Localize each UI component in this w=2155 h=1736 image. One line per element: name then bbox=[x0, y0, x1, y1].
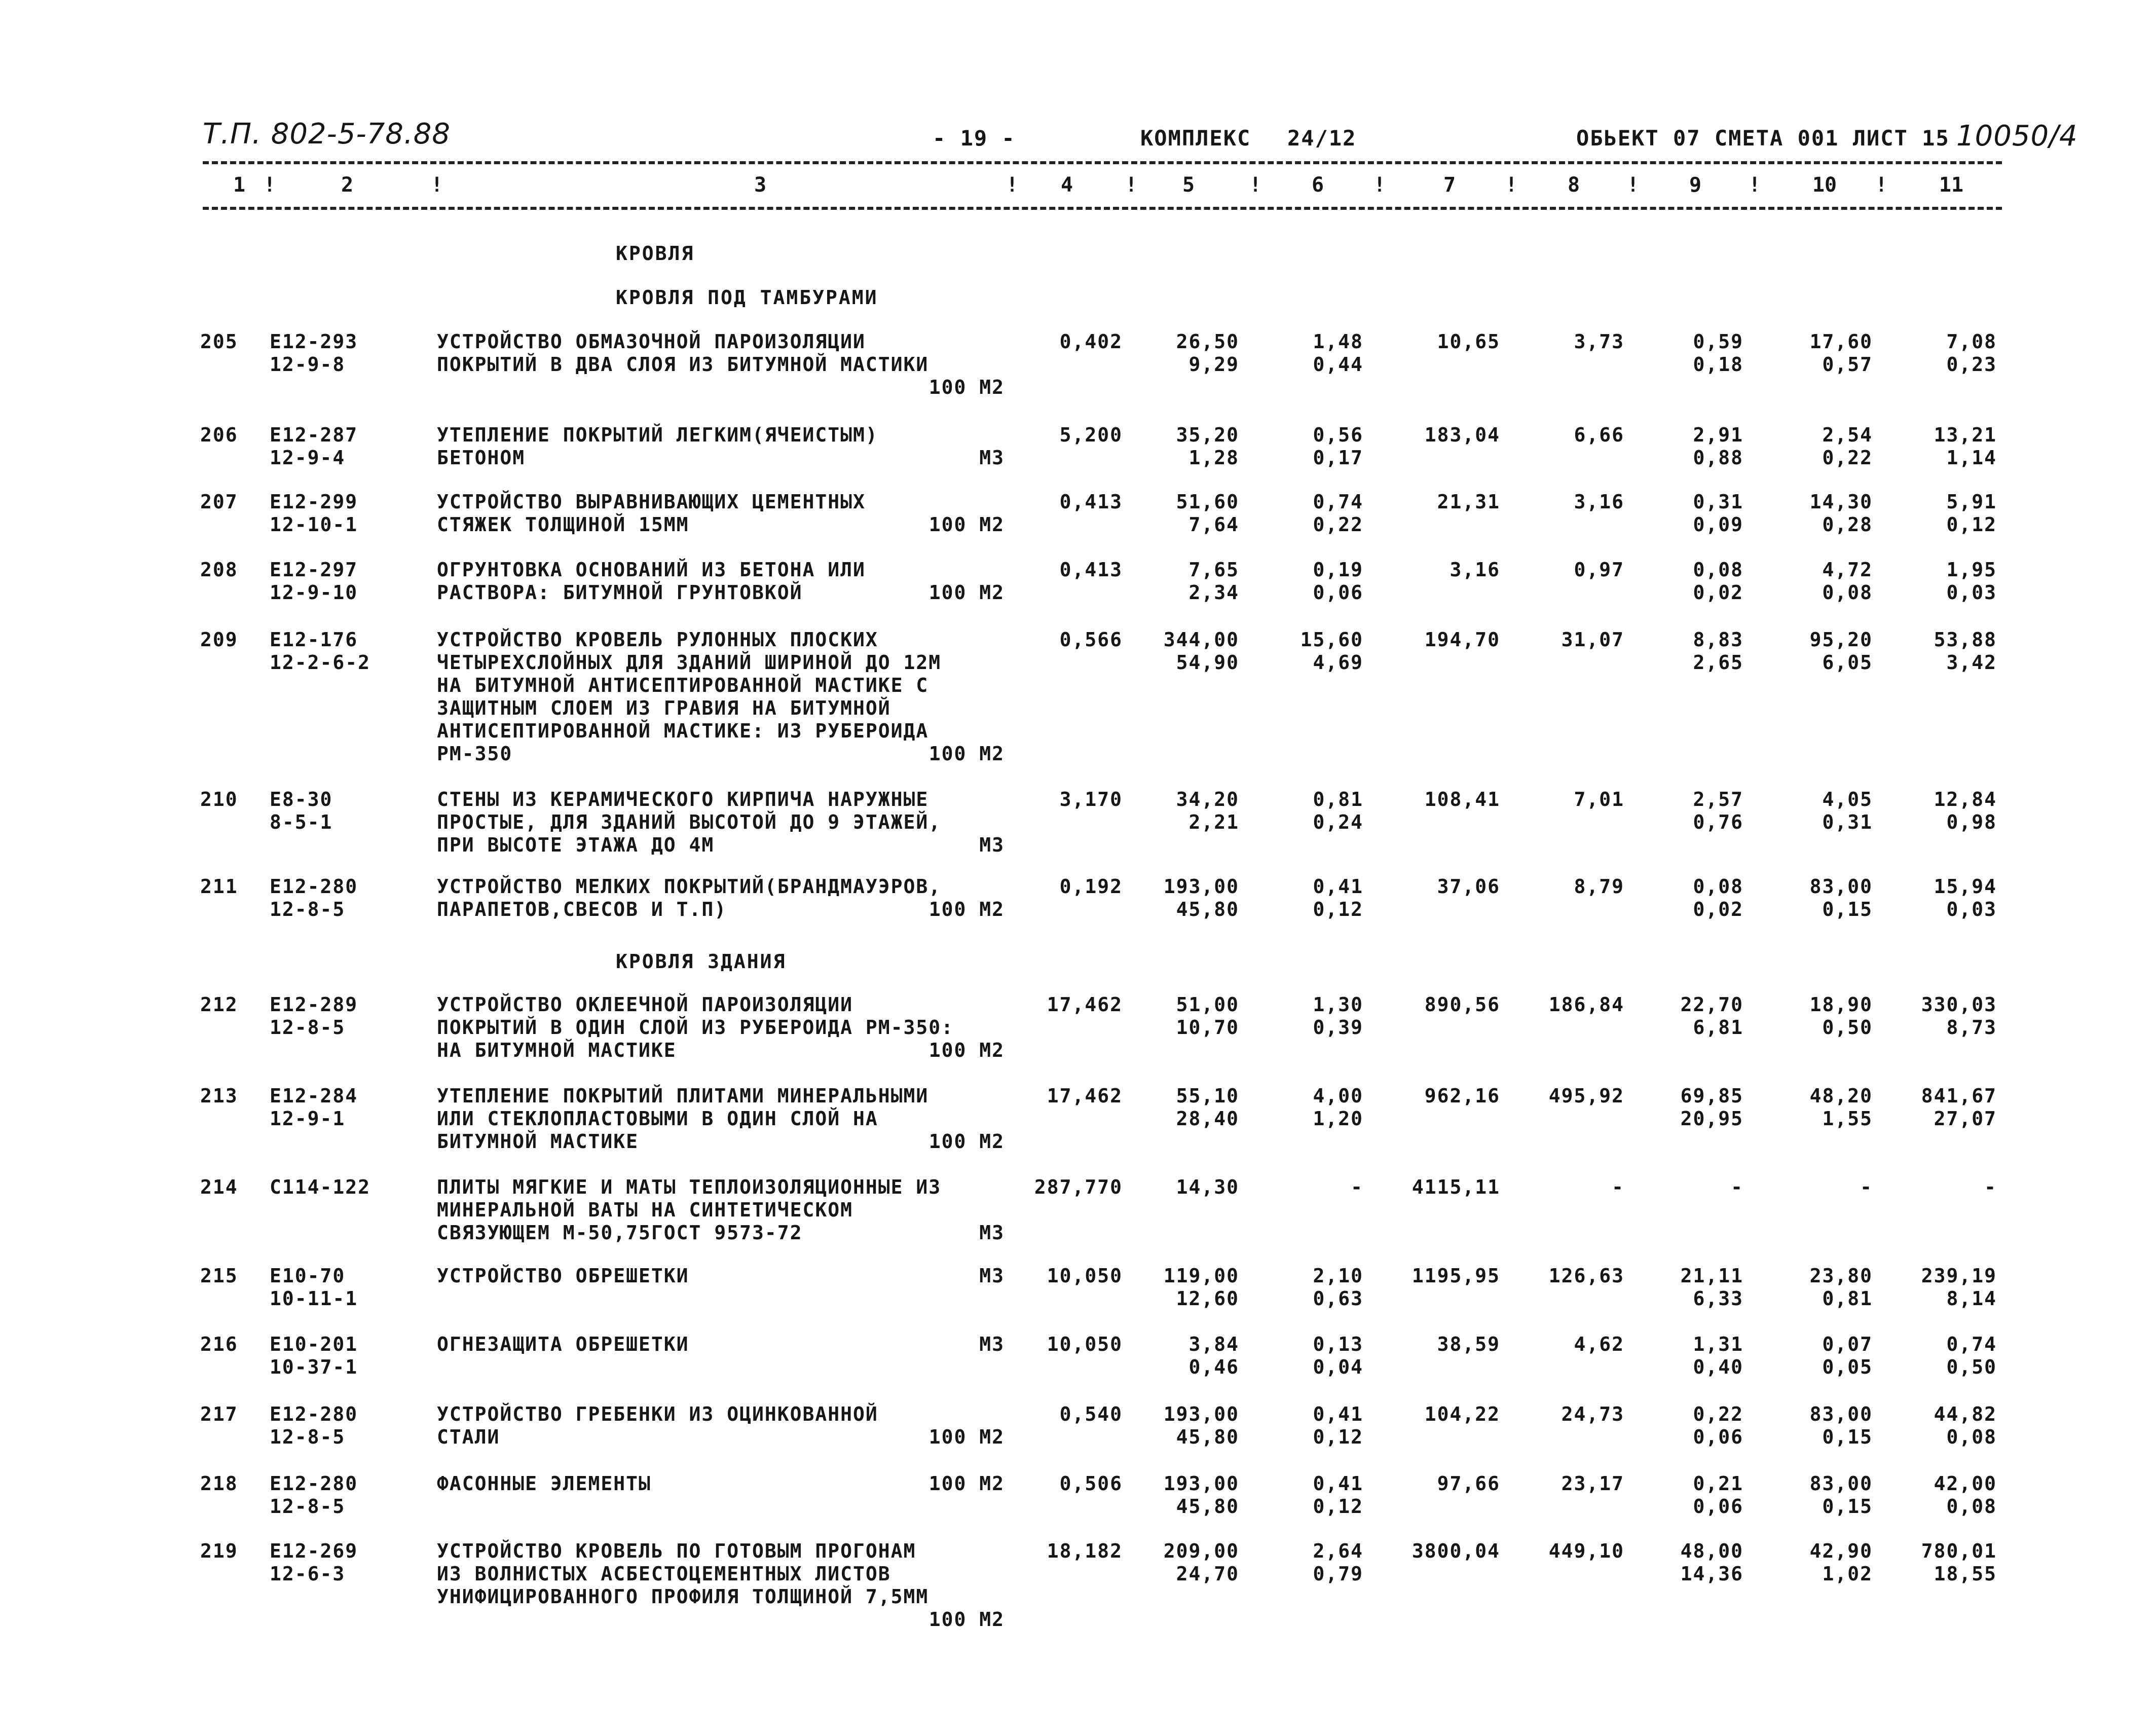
unit-label: М3 bbox=[979, 1265, 1005, 1287]
cell-col9: 0,21 0,06 bbox=[1693, 1472, 1743, 1518]
cell-col5: 35,20 1,28 bbox=[1176, 424, 1239, 469]
description-text: УСТРОЙСТВО ВЫРАВНИВАЮЩИХ ЦЕМЕНТНЫХ СТЯЖЕК ТОЛЩИНОЙ 15ММ bbox=[437, 491, 866, 536]
cell-col7: 3,16 bbox=[1450, 559, 1500, 581]
cell-col9: 0,31 0,09 bbox=[1693, 491, 1743, 536]
cell-col10: 95,20 6,05 bbox=[1809, 629, 1873, 674]
cell-col10: 0,07 0,05 bbox=[1822, 1333, 1873, 1378]
cell-col7: 183,04 bbox=[1424, 424, 1500, 446]
cell-col6: 0,13 0,04 bbox=[1313, 1333, 1363, 1378]
row-number: 219 bbox=[200, 1540, 238, 1562]
cell-col8: 3,73 bbox=[1574, 330, 1624, 353]
cell-col7: 104,22 bbox=[1424, 1403, 1500, 1425]
cell-col6: 0,41 0,12 bbox=[1313, 1472, 1363, 1518]
cell-col9: 21,11 6,33 bbox=[1680, 1265, 1743, 1310]
col-separator: ! bbox=[1249, 173, 1262, 197]
col-separator: ! bbox=[1749, 173, 1761, 197]
cell-col7: 4115,11 bbox=[1411, 1176, 1500, 1198]
cell-col4: 10,050 bbox=[1047, 1265, 1123, 1287]
cell-col11: 7,08 0,23 bbox=[1946, 330, 1997, 376]
unit-label: 100 М2 bbox=[928, 1130, 1005, 1153]
cell-col11: 1,95 0,03 bbox=[1946, 559, 1997, 604]
description-text: УСТРОЙСТВО КРОВЕЛЬ ПО ГОТОВЫМ ПРОГОНАМ ИЗ ВОЛНИСТЫХ АСБЕСТОЦЕМЕНТНЫХ ЛИСТОВ УНИФИЦИРОВАННОГО ПРОФИЛЯ ТОЛЩИНОЙ 7,5ММ bbox=[437, 1540, 929, 1608]
cell-col11: 53,88 3,42 bbox=[1934, 629, 1997, 674]
page-number: - 19 - bbox=[933, 126, 1016, 151]
work-description bbox=[437, 1472, 1005, 1495]
col-header-2: 2 bbox=[341, 173, 354, 197]
unit-label: 100 М2 bbox=[928, 513, 1005, 536]
cell-col10: 17,60 0,57 bbox=[1809, 330, 1873, 376]
cell-col5: 14,30 bbox=[1176, 1176, 1239, 1198]
cell-col7: 3800,04 bbox=[1411, 1540, 1500, 1562]
cell-col5: 193,00 45,80 bbox=[1163, 875, 1239, 920]
cell-col7: 194,70 bbox=[1424, 629, 1500, 651]
norm-code: Е10-201 10-37-1 bbox=[270, 1333, 358, 1378]
cell-col6: 15,60 4,69 bbox=[1300, 629, 1363, 674]
cell-col4: 0,566 bbox=[1059, 629, 1123, 651]
work-description bbox=[437, 993, 1005, 1062]
cell-col10: 48,20 1,55 bbox=[1809, 1085, 1873, 1130]
norm-code: Е12-269 12-6-3 bbox=[270, 1540, 358, 1585]
description-text: УСТРОЙСТВО МЕЛКИХ ПОКРЫТИЙ(БРАНДМАУЭРОВ, ПАРАПЕТОВ,СВЕСОВ И Т.П) bbox=[437, 875, 942, 920]
col-header-3: 3 bbox=[754, 173, 767, 197]
description-text: УСТРОЙСТВО ГРЕБЕНКИ ИЗ ОЦИНКОВАННОЙ СТАЛИ bbox=[437, 1403, 878, 1448]
cell-col8: 0,97 bbox=[1574, 559, 1624, 581]
cell-col10: - bbox=[1860, 1176, 1873, 1198]
sheet-stamp: 10050/4 bbox=[1956, 120, 2078, 153]
cell-col9: 2,91 0,88 bbox=[1693, 424, 1743, 469]
cell-col11: 5,91 0,12 bbox=[1946, 491, 1997, 536]
cell-col11: 239,19 8,14 bbox=[1921, 1265, 1997, 1310]
cell-col6: 0,41 0,12 bbox=[1313, 875, 1363, 920]
cell-col7: 962,16 bbox=[1424, 1085, 1500, 1107]
cell-col4: 0,413 bbox=[1059, 491, 1123, 513]
work-description bbox=[437, 1176, 1005, 1244]
section-title-roof-vestibule: КРОВЛЯ ПОД ТАМБУРАМИ bbox=[616, 286, 878, 309]
norm-code: Е12-280 12-8-5 bbox=[270, 1403, 358, 1448]
row-number: 211 bbox=[200, 875, 238, 898]
row-number: 217 bbox=[200, 1403, 238, 1425]
cell-col9: 0,59 0,18 bbox=[1693, 330, 1743, 376]
cell-col4: 5,200 bbox=[1059, 424, 1123, 446]
work-description bbox=[437, 1403, 1005, 1449]
col-header-8: 8 bbox=[1567, 173, 1580, 197]
project-code: Т.П. 802-5-78.88 bbox=[203, 118, 451, 151]
complex-value: 24/12 bbox=[1287, 126, 1357, 151]
cell-col8: 24,73 bbox=[1561, 1403, 1624, 1425]
row-number: 210 bbox=[200, 788, 238, 810]
section-title-roof: КРОВЛЯ bbox=[616, 242, 695, 265]
unit-label: 100 М2 bbox=[928, 376, 1005, 398]
cell-col8: 126,63 bbox=[1548, 1265, 1624, 1287]
col-header-7: 7 bbox=[1443, 173, 1456, 197]
section-title-roof-building: КРОВЛЯ ЗДАНИЯ bbox=[616, 950, 787, 973]
row-number: 215 bbox=[200, 1265, 238, 1287]
cell-col4: 287,770 bbox=[1034, 1176, 1123, 1198]
cell-col9: 22,70 6,81 bbox=[1680, 993, 1743, 1039]
col-separator: ! bbox=[264, 173, 276, 197]
col-header-9: 9 bbox=[1689, 173, 1702, 197]
unit-label: М3 bbox=[979, 447, 1005, 469]
cell-col5: 209,00 24,70 bbox=[1163, 1540, 1239, 1585]
cell-col7: 108,41 bbox=[1424, 788, 1500, 810]
col-separator: ! bbox=[1627, 173, 1640, 197]
cell-col11: 841,67 27,07 bbox=[1921, 1085, 1997, 1130]
cell-col9: - bbox=[1731, 1176, 1743, 1198]
work-description bbox=[437, 875, 1005, 921]
work-description bbox=[437, 424, 1005, 469]
cell-col10: 83,00 0,15 bbox=[1809, 875, 1873, 920]
cell-col6: 0,74 0,22 bbox=[1313, 491, 1363, 536]
description-text: СТЕНЫ ИЗ КЕРАМИЧЕСКОГО КИРПИЧА НАРУЖНЫЕ ПРОСТЫЕ, ДЛЯ ЗДАНИЙ ВЫСОТОЙ ДО 9 ЭТАЖЕЙ, ПРИ ВЫСОТЕ ЭТАЖА ДО 4М bbox=[437, 788, 942, 856]
cell-col6: 2,10 0,63 bbox=[1313, 1265, 1363, 1310]
unit-label: 100 М2 bbox=[928, 1426, 1005, 1448]
unit-label: 100 М2 bbox=[928, 1472, 1005, 1495]
col-header-4: 4 bbox=[1060, 173, 1073, 197]
work-description bbox=[437, 1085, 1005, 1153]
cell-col8: 4,62 bbox=[1574, 1333, 1624, 1355]
cell-col5: 51,00 10,70 bbox=[1176, 993, 1239, 1039]
col-header-5: 5 bbox=[1182, 173, 1195, 197]
cell-col8: 186,84 bbox=[1548, 993, 1624, 1016]
unit-label: М3 bbox=[979, 1333, 1005, 1355]
unit-label: 100 М2 bbox=[928, 898, 1005, 920]
description-text: УСТРОЙСТВО ОКЛЕЕЧНОЙ ПАРОИЗОЛЯЦИИ ПОКРЫТИЙ В ОДИН СЛОЙ ИЗ РУБЕРОИДА РМ-350: НА БИТУМНОЙ МАСТИКЕ bbox=[437, 993, 954, 1061]
description-text: УТЕПЛЕНИЕ ПОКРЫТИЙ ПЛИТАМИ МИНЕРАЛЬНЫМИ ИЛИ СТЕКЛОПЛАСТОВЫМИ В ОДИН СЛОЙ НА БИТУМНОЙ МАСТИКЕ bbox=[437, 1085, 929, 1153]
cell-col8: 495,92 bbox=[1548, 1085, 1624, 1107]
cell-col8: 23,17 bbox=[1561, 1472, 1624, 1495]
cell-col6: 1,48 0,44 bbox=[1313, 330, 1363, 376]
norm-code: Е12-176 12-2-6-2 bbox=[270, 629, 371, 674]
cell-col10: 14,30 0,28 bbox=[1809, 491, 1873, 536]
cell-col8: 7,01 bbox=[1574, 788, 1624, 810]
unit-label: 100 М2 bbox=[928, 1039, 1005, 1061]
cell-col6: 0,56 0,17 bbox=[1313, 424, 1363, 469]
cell-col4: 0,402 bbox=[1059, 330, 1123, 353]
description-text: УТЕПЛЕНИЕ ПОКРЫТИЙ ЛЕГКИМ(ЯЧЕИСТЫМ) БЕТОНОМ bbox=[437, 424, 878, 469]
cell-col10: 18,90 0,50 bbox=[1809, 993, 1873, 1039]
cell-col10: 83,00 0,15 bbox=[1809, 1403, 1873, 1448]
cell-col7: 1195,95 bbox=[1411, 1265, 1500, 1287]
unit-label: 100 М2 bbox=[928, 743, 1005, 765]
cell-col5: 344,00 54,90 bbox=[1163, 629, 1239, 674]
cell-col11: 13,21 1,14 bbox=[1934, 424, 1997, 469]
work-description bbox=[437, 330, 1005, 399]
col-separator: ! bbox=[1505, 173, 1518, 197]
cell-col11: - bbox=[1984, 1176, 1997, 1198]
cell-col9: 0,22 0,06 bbox=[1693, 1403, 1743, 1448]
row-number: 208 bbox=[200, 559, 238, 581]
description-text: УСТРОЙСТВО ОБРЕШЕТКИ bbox=[437, 1265, 689, 1287]
cell-col9: 48,00 14,36 bbox=[1680, 1540, 1743, 1585]
col-header-1: 1 bbox=[233, 173, 246, 197]
description-text: ФАСОННЫЕ ЭЛЕМЕНТЫ bbox=[437, 1472, 651, 1495]
cell-col11: 12,84 0,98 bbox=[1934, 788, 1997, 833]
cell-col11: 330,03 8,73 bbox=[1921, 993, 1997, 1039]
cell-col9: 1,31 0,40 bbox=[1693, 1333, 1743, 1378]
object-sheet-info: ОБЬЕКТ 07 СМЕТА 001 ЛИСТ 15 bbox=[1576, 126, 1950, 151]
cell-col5: 26,50 9,29 bbox=[1176, 330, 1239, 376]
description-text: УСТРОЙСТВО ОБМАЗОЧНОЙ ПАРОИЗОЛЯЦИИ ПОКРЫТИЙ В ДВА СЛОЯ ИЗ БИТУМНОЙ МАСТИКИ bbox=[437, 330, 929, 376]
cell-col9: 0,08 0,02 bbox=[1693, 875, 1743, 920]
cell-col4: 18,182 bbox=[1047, 1540, 1123, 1562]
cell-col5: 193,00 45,80 bbox=[1163, 1403, 1239, 1448]
unit-label: М3 bbox=[979, 834, 1005, 856]
unit-label: М3 bbox=[979, 1222, 1005, 1244]
unit-label: 100 М2 bbox=[928, 581, 1005, 604]
norm-code: Е12-280 12-8-5 bbox=[270, 1472, 358, 1518]
description-text: ОГРУНТОВКА ОСНОВАНИЙ ИЗ БЕТОНА ИЛИ РАСТВОРА: БИТУМНОЙ ГРУНТОВКОЙ bbox=[437, 559, 866, 604]
cell-col10: 23,80 0,81 bbox=[1809, 1265, 1873, 1310]
cell-col8: 31,07 bbox=[1561, 629, 1624, 651]
cell-col6: - bbox=[1351, 1176, 1363, 1198]
cell-col4: 3,170 bbox=[1059, 788, 1123, 810]
row-number: 212 bbox=[200, 993, 238, 1016]
cell-col4: 0,540 bbox=[1059, 1403, 1123, 1425]
norm-code: Е12-284 12-9-1 bbox=[270, 1085, 358, 1130]
col-separator: ! bbox=[431, 173, 443, 197]
description-text: УСТРОЙСТВО КРОВЕЛЬ РУЛОННЫХ ПЛОСКИХ ЧЕТЫРЕХСЛОЙНЫХ ДЛЯ ЗДАНИЙ ШИРИНОЙ ДО 12М НА БИТУМНОЙ АНТИСЕПТИРОВАННОЙ МАСТИКЕ С ЗАЩИТНЫМ СЛОЕМ ИЗ ГРАВИЯ НА БИТУМНОЙ АНТИСЕПТИРОВАННОЙ МАСТИКЕ: ИЗ РУБЕРОИДА РМ-350 bbox=[437, 629, 942, 765]
cell-col9: 2,57 0,76 bbox=[1693, 788, 1743, 833]
cell-col5: 51,60 7,64 bbox=[1176, 491, 1239, 536]
cell-col5: 3,84 0,46 bbox=[1188, 1333, 1239, 1378]
cell-col5: 119,00 12,60 bbox=[1163, 1265, 1239, 1310]
cell-col4: 17,462 bbox=[1047, 993, 1123, 1016]
cell-col4: 10,050 bbox=[1047, 1333, 1123, 1355]
cell-col9: 8,83 2,65 bbox=[1693, 629, 1743, 674]
cell-col6: 2,64 0,79 bbox=[1313, 1540, 1363, 1585]
row-number: 218 bbox=[200, 1472, 238, 1495]
row-number: 207 bbox=[200, 491, 238, 513]
cell-col11: 44,82 0,08 bbox=[1934, 1403, 1997, 1448]
cell-col10: 2,54 0,22 bbox=[1822, 424, 1873, 469]
description-text: ПЛИТЫ МЯГКИЕ И МАТЫ ТЕПЛОИЗОЛЯЦИОННЫЕ ИЗ МИНЕРАЛЬНОЙ ВАТЫ НА СИНТЕТИЧЕСКОМ СВЯЗУЮЩЕМ М-50,75ГОСТ 9573-72 bbox=[437, 1176, 942, 1244]
work-description bbox=[437, 1265, 1005, 1287]
row-number: 213 bbox=[200, 1085, 238, 1107]
norm-code: Е12-289 12-8-5 bbox=[270, 993, 358, 1039]
cell-col7: 21,31 bbox=[1437, 491, 1500, 513]
cell-col11: 0,74 0,50 bbox=[1946, 1333, 1997, 1378]
cell-col8: - bbox=[1612, 1176, 1624, 1198]
cell-col6: 0,19 0,06 bbox=[1313, 559, 1363, 604]
cell-col9: 69,85 20,95 bbox=[1680, 1085, 1743, 1130]
col-separator: ! bbox=[1875, 173, 1888, 197]
row-number: 214 bbox=[200, 1176, 238, 1198]
cell-col11: 15,94 0,03 bbox=[1934, 875, 1997, 920]
cell-col5: 55,10 28,40 bbox=[1176, 1085, 1239, 1130]
cell-col6: 4,00 1,20 bbox=[1313, 1085, 1363, 1130]
cell-col8: 6,66 bbox=[1574, 424, 1624, 446]
work-description bbox=[437, 1540, 1005, 1631]
norm-code: Е12-299 12-10-1 bbox=[270, 491, 358, 536]
complex-label: КОМПЛЕКС bbox=[1140, 126, 1251, 151]
norm-code: Е12-293 12-9-8 bbox=[270, 330, 358, 376]
cell-col6: 0,81 0,24 bbox=[1313, 788, 1363, 833]
norm-code: Е12-287 12-9-4 bbox=[270, 424, 358, 469]
cell-col9: 0,08 0,02 bbox=[1693, 559, 1743, 604]
cell-col5: 34,20 2,21 bbox=[1176, 788, 1239, 833]
row-number: 205 bbox=[200, 330, 238, 353]
cell-col8: 449,10 bbox=[1548, 1540, 1624, 1562]
cell-col4: 0,192 bbox=[1059, 875, 1123, 898]
cell-col6: 0,41 0,12 bbox=[1313, 1403, 1363, 1448]
col-separator: ! bbox=[1006, 173, 1019, 197]
cell-col10: 42,90 1,02 bbox=[1809, 1540, 1873, 1585]
description-text: ОГНЕЗАЩИТА ОБРЕШЕТКИ bbox=[437, 1333, 689, 1355]
work-description bbox=[437, 559, 1005, 604]
header-rule-bottom bbox=[203, 207, 2002, 210]
norm-code: С114-122 bbox=[270, 1176, 371, 1198]
unit-label: 100 М2 bbox=[928, 1608, 1005, 1631]
norm-code: Е10-70 10-11-1 bbox=[270, 1265, 358, 1310]
cell-col6: 1,30 0,39 bbox=[1313, 993, 1363, 1039]
col-header-6: 6 bbox=[1311, 173, 1324, 197]
col-separator: ! bbox=[1373, 173, 1386, 197]
row-number: 216 bbox=[200, 1333, 238, 1355]
work-description bbox=[437, 491, 1005, 536]
col-header-11: 11 bbox=[1939, 173, 1964, 197]
cell-col11: 42,00 0,08 bbox=[1934, 1472, 1997, 1518]
cell-col5: 193,00 45,80 bbox=[1163, 1472, 1239, 1518]
work-description bbox=[437, 1333, 1005, 1356]
cell-col5: 7,65 2,34 bbox=[1188, 559, 1239, 604]
cell-col7: 97,66 bbox=[1437, 1472, 1500, 1495]
work-description bbox=[437, 629, 1005, 765]
cell-col10: 4,72 0,08 bbox=[1822, 559, 1873, 604]
col-header-10: 10 bbox=[1812, 173, 1837, 197]
cell-col8: 8,79 bbox=[1574, 875, 1624, 898]
norm-code: Е8-30 8-5-1 bbox=[270, 788, 333, 833]
cell-col7: 890,56 bbox=[1424, 993, 1500, 1016]
norm-code: Е12-297 12-9-10 bbox=[270, 559, 358, 604]
row-number: 206 bbox=[200, 424, 238, 446]
col-separator: ! bbox=[1125, 173, 1138, 197]
work-description bbox=[437, 788, 1005, 857]
cell-col11: 780,01 18,55 bbox=[1921, 1540, 1997, 1585]
cell-col7: 38,59 bbox=[1437, 1333, 1500, 1355]
header-rule-top bbox=[203, 161, 2002, 164]
cell-col4: 17,462 bbox=[1047, 1085, 1123, 1107]
cell-col7: 37,06 bbox=[1437, 875, 1500, 898]
cell-col10: 83,00 0,15 bbox=[1809, 1472, 1873, 1518]
cell-col7: 10,65 bbox=[1437, 330, 1500, 353]
norm-code: Е12-280 12-8-5 bbox=[270, 875, 358, 920]
cell-col4: 0,413 bbox=[1059, 559, 1123, 581]
cell-col8: 3,16 bbox=[1574, 491, 1624, 513]
row-number: 209 bbox=[200, 629, 238, 651]
cell-col10: 4,05 0,31 bbox=[1822, 788, 1873, 833]
cell-col4: 0,506 bbox=[1059, 1472, 1123, 1495]
